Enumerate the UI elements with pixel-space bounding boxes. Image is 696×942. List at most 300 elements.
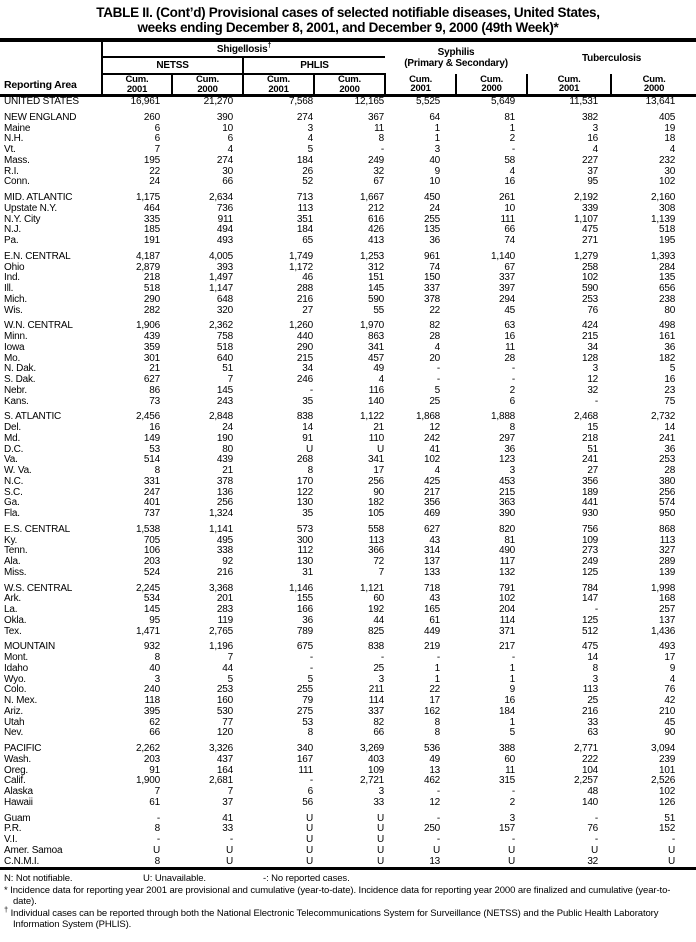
cell: U [225, 855, 233, 867]
table-title [0, 5, 696, 35]
cell: 184 [296, 224, 313, 236]
header-group-row [0, 40, 696, 57]
cell: 3 [509, 465, 516, 476]
cell: 155 [296, 593, 313, 605]
cell: 930 [581, 508, 599, 519]
row-label: Ga. [4, 497, 20, 509]
cell: 253 [658, 454, 676, 466]
cell: 518 [216, 341, 233, 353]
cell: 2 [509, 796, 516, 808]
cell: 8 [154, 823, 160, 835]
cell: 165 [423, 604, 441, 615]
table-row [0, 824, 696, 835]
tuberculosis-group-header: Tuberculosis [582, 52, 642, 64]
cell: 457 [367, 352, 385, 364]
cell: 162 [423, 705, 441, 717]
cell: 212 [367, 202, 385, 214]
cell: 95 [149, 614, 160, 626]
table-row [0, 343, 696, 354]
cell: 282 [143, 304, 160, 316]
cell: 204 [498, 604, 516, 615]
row-label: Mich. [4, 293, 27, 305]
cell: - [156, 812, 160, 824]
table-row [0, 728, 696, 739]
table-row [0, 156, 696, 167]
cell: 125 [581, 566, 599, 578]
cell: 257 [658, 604, 676, 615]
cell: 41 [429, 443, 441, 455]
cell: 11,531 [569, 96, 599, 107]
cell: 573 [296, 523, 313, 535]
cell: U [305, 812, 313, 824]
cell: U [668, 844, 676, 856]
cell: 106 [143, 545, 160, 557]
table-row [0, 594, 696, 605]
cell: 9 [434, 165, 441, 177]
cell: 66 [222, 176, 233, 188]
cell: 3 [307, 122, 313, 134]
cell: 32 [587, 384, 599, 396]
cell: 211 [368, 684, 385, 696]
table-header [0, 40, 696, 96]
row-label: Idaho [4, 662, 29, 674]
row-label: Pa. [4, 235, 19, 246]
cell: 351 [296, 213, 313, 225]
reporting-area-header: Reporting Area [0, 40, 102, 96]
cell: 371 [498, 625, 516, 637]
cell: 337 [498, 272, 516, 284]
legend-no-reported-cases: -: No reported cases. [263, 873, 350, 885]
cell: 3,269 [360, 743, 385, 754]
cell: 3 [509, 812, 516, 824]
row-label: Wash. [4, 753, 31, 765]
cell: 80 [222, 443, 233, 455]
cell: 11 [505, 764, 516, 776]
row-label: Ark. [4, 593, 21, 605]
cell: 2,765 [208, 625, 233, 637]
cell: 76 [587, 823, 599, 835]
cell: 288 [296, 283, 313, 294]
cell: 42 [664, 695, 676, 706]
cell: 275 [296, 705, 313, 717]
cell: 48 [587, 786, 599, 797]
cell: 218 [581, 432, 599, 444]
cell: 838 [367, 641, 385, 653]
cell: 241 [658, 432, 676, 444]
cell: 66 [149, 727, 160, 739]
cell: 76 [587, 304, 599, 316]
col-header-phlis-2001: Cum. 2001 [243, 74, 314, 96]
cell: 268 [296, 454, 313, 466]
row-label: UNITED STATES [4, 96, 79, 107]
row-label: Upstate N.Y. [4, 202, 58, 214]
cell: 35 [302, 508, 313, 519]
row-label: Miss. [4, 566, 27, 578]
cell: 8 [434, 727, 441, 739]
cell: 160 [216, 695, 233, 706]
cell: 494 [216, 224, 233, 236]
cell: 341 [367, 454, 385, 466]
cell: 320 [216, 304, 233, 316]
cell: U [377, 844, 385, 856]
footnote-asterisk-text: Incidence data for reporting year 2001 are provisional and cumulative (year-to-date). Incidence data for reporting year 2000 are finalized and cumulative (year-to-date). [10, 884, 671, 908]
cell: 1,970 [360, 320, 385, 332]
cell: 91 [149, 764, 160, 776]
cell: 736 [216, 202, 233, 214]
cell: 182 [367, 497, 385, 509]
cell: 6 [154, 133, 160, 145]
cell: 145 [216, 384, 233, 396]
cell: 114 [368, 695, 385, 706]
cell: 80 [664, 304, 676, 316]
cell: 240 [143, 684, 160, 696]
cell: 24 [429, 202, 441, 214]
cell: 4 [669, 144, 676, 155]
cell: 40 [429, 154, 441, 166]
cell: 255 [296, 684, 313, 696]
cell: 182 [658, 352, 676, 364]
row-label: Utah [4, 716, 25, 728]
cell: 73 [149, 395, 160, 407]
cell: 66 [373, 727, 385, 739]
row-label: S. Dak. [4, 374, 36, 385]
cell: - [380, 652, 385, 663]
cell: 109 [581, 534, 599, 546]
cell: 201 [216, 593, 233, 605]
cell: 627 [423, 523, 441, 535]
cell: 439 [143, 331, 160, 342]
cell: 28 [664, 465, 676, 476]
cell: 356 [423, 497, 441, 509]
cell: 464 [143, 202, 160, 214]
cell: 164 [216, 764, 233, 776]
row-label: N.Y. City [4, 213, 41, 225]
cell: 648 [216, 293, 233, 305]
footnote-dagger-text: Individual cases can be reported through both the National Electronic Telecommunications System for Surveillance (NETSS) and the Public Health Laboratory Information System (PHLIS). [10, 907, 659, 931]
cell: 37 [587, 165, 599, 177]
cell: 9 [669, 662, 676, 674]
cell: 126 [658, 796, 676, 808]
cell: 28 [504, 352, 516, 364]
cell: 449 [423, 625, 441, 637]
row-label: PACIFIC [4, 743, 42, 754]
row-label: Nev. [4, 727, 24, 739]
cell: 469 [423, 508, 441, 519]
cell: 1,906 [135, 320, 160, 332]
cell: 49 [373, 363, 385, 375]
cell: 1 [434, 122, 441, 134]
cell: 222 [581, 753, 599, 765]
row-label: N.C. [4, 475, 24, 487]
cell: 14 [587, 652, 599, 663]
cell: 338 [216, 545, 233, 557]
cell: 102 [658, 176, 676, 188]
cell: 27 [587, 465, 599, 476]
row-label: Fla. [4, 508, 20, 519]
cell: 33 [373, 796, 385, 808]
cell: 441 [581, 497, 599, 509]
table-row [0, 755, 696, 766]
cell: 136 [216, 486, 233, 498]
cell: 756 [581, 523, 599, 535]
cell: 413 [367, 235, 385, 246]
cell: 90 [664, 727, 676, 739]
cell: - [436, 652, 441, 663]
cell: 6 [227, 133, 233, 145]
row-label: Wis. [4, 304, 23, 316]
row-label: Vt. [4, 144, 16, 155]
cell: 123 [498, 454, 516, 466]
cell: 8 [154, 855, 160, 867]
cell: 102 [423, 454, 441, 466]
cell: 41 [222, 812, 233, 824]
row-label: Tex. [4, 625, 22, 637]
cell: 3 [592, 122, 599, 134]
shigellosis-group-header [102, 40, 385, 57]
cell: 167 [296, 753, 313, 765]
cell: 498 [658, 320, 676, 332]
cell: 170 [296, 475, 313, 487]
cell: 249 [367, 154, 385, 166]
cell: 315 [498, 775, 516, 787]
cell: 656 [658, 283, 676, 294]
cell: 2,526 [651, 775, 676, 787]
cell: 1,471 [135, 625, 160, 637]
table-row [0, 857, 696, 869]
cell: 331 [143, 475, 160, 487]
cell: 403 [367, 753, 385, 765]
cell: 825 [367, 625, 385, 637]
cell: 51 [222, 363, 233, 375]
row-label: Ohio [4, 261, 25, 273]
cell: 367 [367, 111, 385, 123]
footnote-asterisk [4, 885, 692, 908]
cell: 86 [149, 384, 160, 396]
cell: 184 [498, 705, 516, 717]
cell: 10 [429, 176, 441, 188]
cell: 616 [367, 213, 385, 225]
row-label: Ind. [4, 272, 20, 284]
cell: - [309, 775, 313, 787]
cell: 789 [296, 625, 313, 637]
cell: 112 [297, 545, 313, 557]
cell: - [594, 604, 599, 615]
cell: 359 [143, 341, 160, 353]
cell: 10 [222, 122, 233, 134]
phlis-subheader: PHLIS [243, 57, 385, 74]
cell: - [511, 144, 516, 155]
cell: 271 [581, 235, 599, 246]
row-label: W.S. CENTRAL [4, 582, 73, 594]
cell: 140 [367, 395, 385, 407]
table-row [0, 798, 696, 809]
cell: 219 [423, 641, 441, 653]
cell: 1,141 [208, 523, 233, 535]
cell: 184 [296, 154, 313, 166]
cell: 22 [149, 165, 160, 177]
cell: 137 [423, 556, 441, 567]
cell: 1,175 [135, 192, 160, 203]
cell: 104 [581, 764, 599, 776]
cell: 114 [499, 614, 516, 626]
cell: 113 [368, 534, 385, 546]
cell: 16 [149, 422, 160, 433]
table-row [0, 525, 696, 536]
row-label: Minn. [4, 331, 28, 342]
dagger-footnote-mark: † [4, 904, 9, 914]
cell: 157 [498, 823, 516, 835]
cell: 6 [307, 786, 313, 797]
cell: U [225, 844, 233, 856]
cell: 475 [581, 224, 599, 236]
cell: - [671, 834, 676, 845]
cell: 168 [658, 593, 676, 605]
cell: 125 [581, 614, 599, 626]
cell: 250 [423, 823, 441, 835]
row-label: Maine [4, 122, 31, 134]
cell: 2,362 [208, 320, 233, 332]
cell: 4,187 [135, 250, 160, 262]
row-label: V.I. [4, 834, 18, 845]
cell: 7 [227, 374, 233, 385]
cell: 253 [581, 293, 599, 305]
cell: 16 [504, 331, 516, 342]
cell: 335 [143, 213, 160, 225]
cell: 1 [434, 673, 441, 685]
cell: 113 [659, 534, 676, 546]
cell: 12 [429, 422, 441, 433]
cell: 7 [154, 786, 160, 797]
cell: 784 [581, 582, 599, 594]
cell: 495 [216, 534, 233, 546]
cell: - [511, 786, 516, 797]
cell: 289 [658, 556, 676, 567]
row-label: S.C. [4, 486, 23, 498]
cell: 1,260 [288, 320, 313, 332]
cell: 195 [143, 154, 160, 166]
cell: 961 [423, 250, 441, 262]
row-label: Conn. [4, 176, 30, 188]
cell: 8 [434, 716, 441, 728]
cell: - [511, 374, 516, 385]
cell: 534 [143, 593, 160, 605]
cell: 337 [423, 283, 441, 294]
cell: 67 [504, 261, 516, 273]
cell: 60 [504, 753, 516, 765]
cell: 1,172 [288, 261, 313, 273]
legend-not-notifiable: N: Not notifiable. [4, 873, 73, 885]
cell: 2,721 [360, 775, 385, 787]
cell: 31 [302, 566, 313, 578]
cell: 1,122 [360, 411, 385, 423]
col-header-syphilis-2001: Cum. 2001 [385, 74, 456, 96]
cell: - [309, 384, 313, 396]
cell: 590 [581, 283, 599, 294]
cell: 820 [498, 523, 516, 535]
cell: 117 [499, 556, 516, 567]
cell: 30 [222, 165, 233, 177]
cell: 58 [504, 154, 516, 166]
cell: 82 [373, 716, 385, 728]
cell: 255 [423, 213, 441, 225]
cell: 81 [504, 111, 516, 123]
cell: 109 [367, 764, 385, 776]
row-label: Oreg. [4, 764, 29, 776]
netss-subheader: NETSS [102, 57, 243, 74]
cell: 15 [587, 422, 599, 433]
cell: 185 [143, 224, 160, 236]
cell: 62 [149, 716, 160, 728]
cell: 203 [143, 556, 160, 567]
cell: 119 [217, 614, 233, 626]
cell: 424 [581, 320, 599, 332]
cell: U [377, 855, 385, 867]
cell: 161 [658, 331, 676, 342]
cell: - [436, 786, 441, 797]
row-label: P.R. [4, 823, 22, 835]
row-label: E.N. CENTRAL [4, 250, 71, 262]
row-label: Nebr. [4, 384, 27, 396]
cell: 393 [216, 261, 233, 273]
cell: 111 [298, 764, 313, 776]
shigellosis-label: Shigellosis [216, 43, 268, 55]
cell: 21,270 [203, 96, 233, 107]
cell: 132 [498, 566, 516, 578]
cell: 145 [143, 604, 160, 615]
cell: 2,160 [651, 192, 676, 203]
cell: U [377, 812, 385, 824]
cell: 3 [434, 144, 441, 155]
cell: 151 [367, 272, 385, 284]
legend-unavailable: U: Unavailable. [143, 873, 206, 885]
cell: 3 [592, 363, 599, 375]
cell: 363 [498, 497, 516, 509]
cell: 60 [373, 593, 385, 605]
cell: - [436, 834, 441, 845]
cell: 4 [378, 374, 385, 385]
cell: 380 [658, 475, 676, 487]
cell: 1,538 [135, 523, 160, 535]
cell: 24 [149, 176, 160, 188]
cell: 13 [429, 764, 441, 776]
table-row [0, 627, 696, 638]
syphilis-label-line2: (Primary & Secondary) [404, 58, 508, 69]
cell: 426 [367, 224, 385, 236]
cell: 30 [664, 165, 676, 177]
cell: 536 [423, 743, 441, 754]
cell: 190 [216, 432, 233, 444]
cell: 397 [498, 283, 516, 294]
table-row [0, 616, 696, 627]
cell: 475 [581, 641, 599, 653]
cell: 22 [429, 684, 441, 696]
row-label: N.H. [4, 133, 24, 145]
cell: 512 [581, 625, 599, 637]
table-row [0, 707, 696, 718]
cell: 34 [587, 341, 599, 353]
row-label: W.N. CENTRAL [4, 320, 73, 332]
cell: 61 [429, 614, 441, 626]
cell: 1,147 [208, 283, 233, 294]
cell: 13,641 [645, 96, 676, 107]
footnote-dagger [4, 904, 692, 931]
cell: 2,732 [651, 411, 676, 423]
cell: 390 [216, 111, 233, 123]
row-label: Mont. [4, 652, 29, 663]
cell: 130 [296, 556, 313, 567]
cell: 490 [498, 545, 516, 557]
cell: 640 [216, 352, 233, 364]
